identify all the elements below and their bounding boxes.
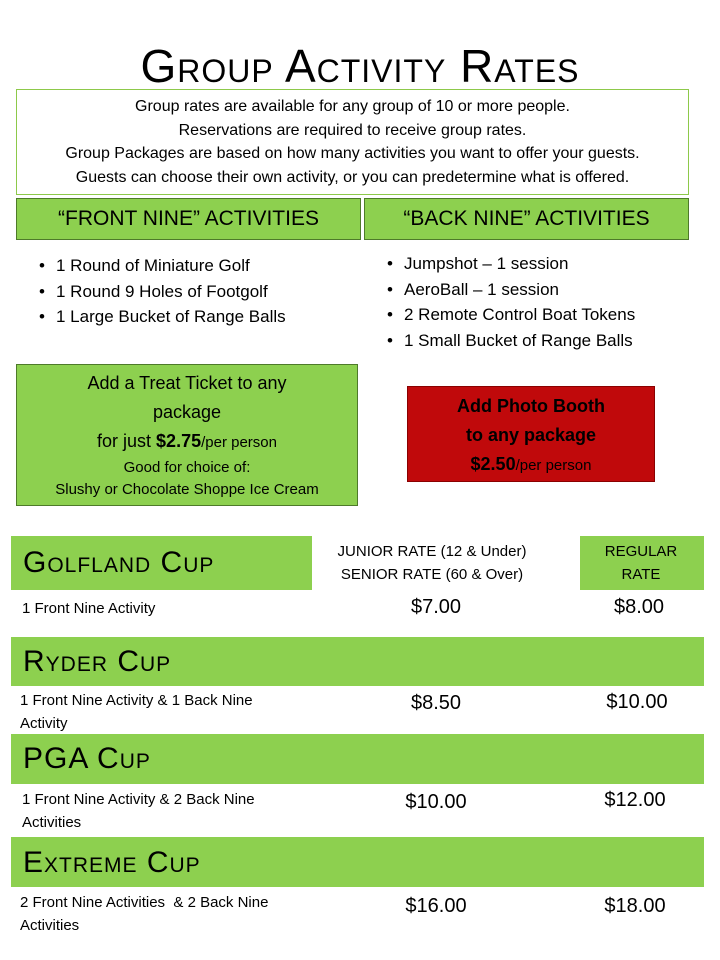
intro-line: Group rates are available for any group of 10 or more people. [135,98,570,115]
package-name: PGA Cup [23,742,151,775]
photo-line: Add Photo Booth [457,396,605,416]
desc-line: 2 Front Nine Activities & 2 Back Nine [20,894,269,911]
treat-per: /per person [201,434,277,451]
junior-rate-header [312,540,552,586]
package-name: Extreme Cup [23,846,201,879]
package-description [22,788,312,834]
extreme-cup-band [11,837,704,887]
treat-ticket-box [16,364,358,506]
regular-header-line: RATE [621,566,661,583]
intro-line: Reservations are required to receive group rates. [178,121,527,139]
intro-box [16,89,689,195]
regular-rate-header [580,540,702,586]
desc-line: 1 Front Nine Activity & 1 Back Nine [20,692,253,709]
list-item: • 1 Small Bucket of Range Balls [384,328,704,354]
treat-price: $2.75 [156,431,202,451]
desc-line: 1 Front Nine Activity [22,600,156,617]
photo-booth-box [407,386,655,482]
photo-price: $2.50 [470,454,516,474]
list-item: • 1 Round 9 Holes of Footgolf [36,279,356,305]
junior-price: $7.00 [410,596,462,618]
pga-cup-band [11,734,704,784]
photo-per: /per person [515,457,592,474]
back-nine-list [384,251,704,353]
treat-line: package [152,402,222,422]
treat-price-line [17,427,357,457]
package-name: Golfland Cup [23,546,215,579]
list-item: • AeroBall – 1 session [384,277,704,303]
list-item: • Jumpshot – 1 session [384,251,704,277]
package-name: Ryder Cup [23,645,172,678]
regular-header-line: REGULAR [604,543,678,560]
junior-price: $10.00 [405,791,467,813]
photo-price-line [408,450,654,480]
ryder-cup-band [11,637,704,686]
list-item: • 2 Remote Control Boat Tokens [384,302,704,328]
photo-line: to any package [465,425,597,445]
package-description [22,597,312,620]
treat-prefix: for just [97,431,157,451]
junior-header-line: JUNIOR RATE (12 & Under) [337,543,527,560]
front-nine-list [36,253,356,330]
front-nine-heading: “FRONT NINE” ACTIVITIES [16,198,361,240]
page-title: Group Activity Rates [140,40,580,92]
back-nine-heading: “BACK NINE” ACTIVITIES [364,198,689,240]
desc-line: Activities [20,917,80,934]
treat-line: Slushy or Chocolate Shoppe Ice Cream [55,481,319,498]
junior-price: $8.50 [410,692,462,714]
intro-line: Group Packages are based on how many activities you want to offer your guests. [65,145,640,162]
treat-line: Add a Treat Ticket to any [87,373,287,393]
list-item: • 1 Round of Miniature Golf [36,253,356,279]
senior-header-line: SENIOR RATE (60 & Over) [340,566,524,583]
desc-line: Activity [20,715,68,732]
desc-line: 1 Front Nine Activity & 2 Back Nine [22,791,255,808]
desc-line: Activities [22,814,82,831]
package-description [20,689,310,735]
regular-price: $8.00 [613,596,665,618]
regular-price: $12.00 [604,789,666,811]
regular-price: $10.00 [606,691,668,713]
regular-price: $18.00 [604,895,666,917]
intro-line: Guests can choose their own activity, or you can predetermine what is offered. [75,168,630,186]
junior-price: $16.00 [405,895,467,917]
treat-line: Good for choice of: [123,459,251,476]
package-description [20,891,320,937]
list-item: • 1 Large Bucket of Range Balls [36,304,356,330]
